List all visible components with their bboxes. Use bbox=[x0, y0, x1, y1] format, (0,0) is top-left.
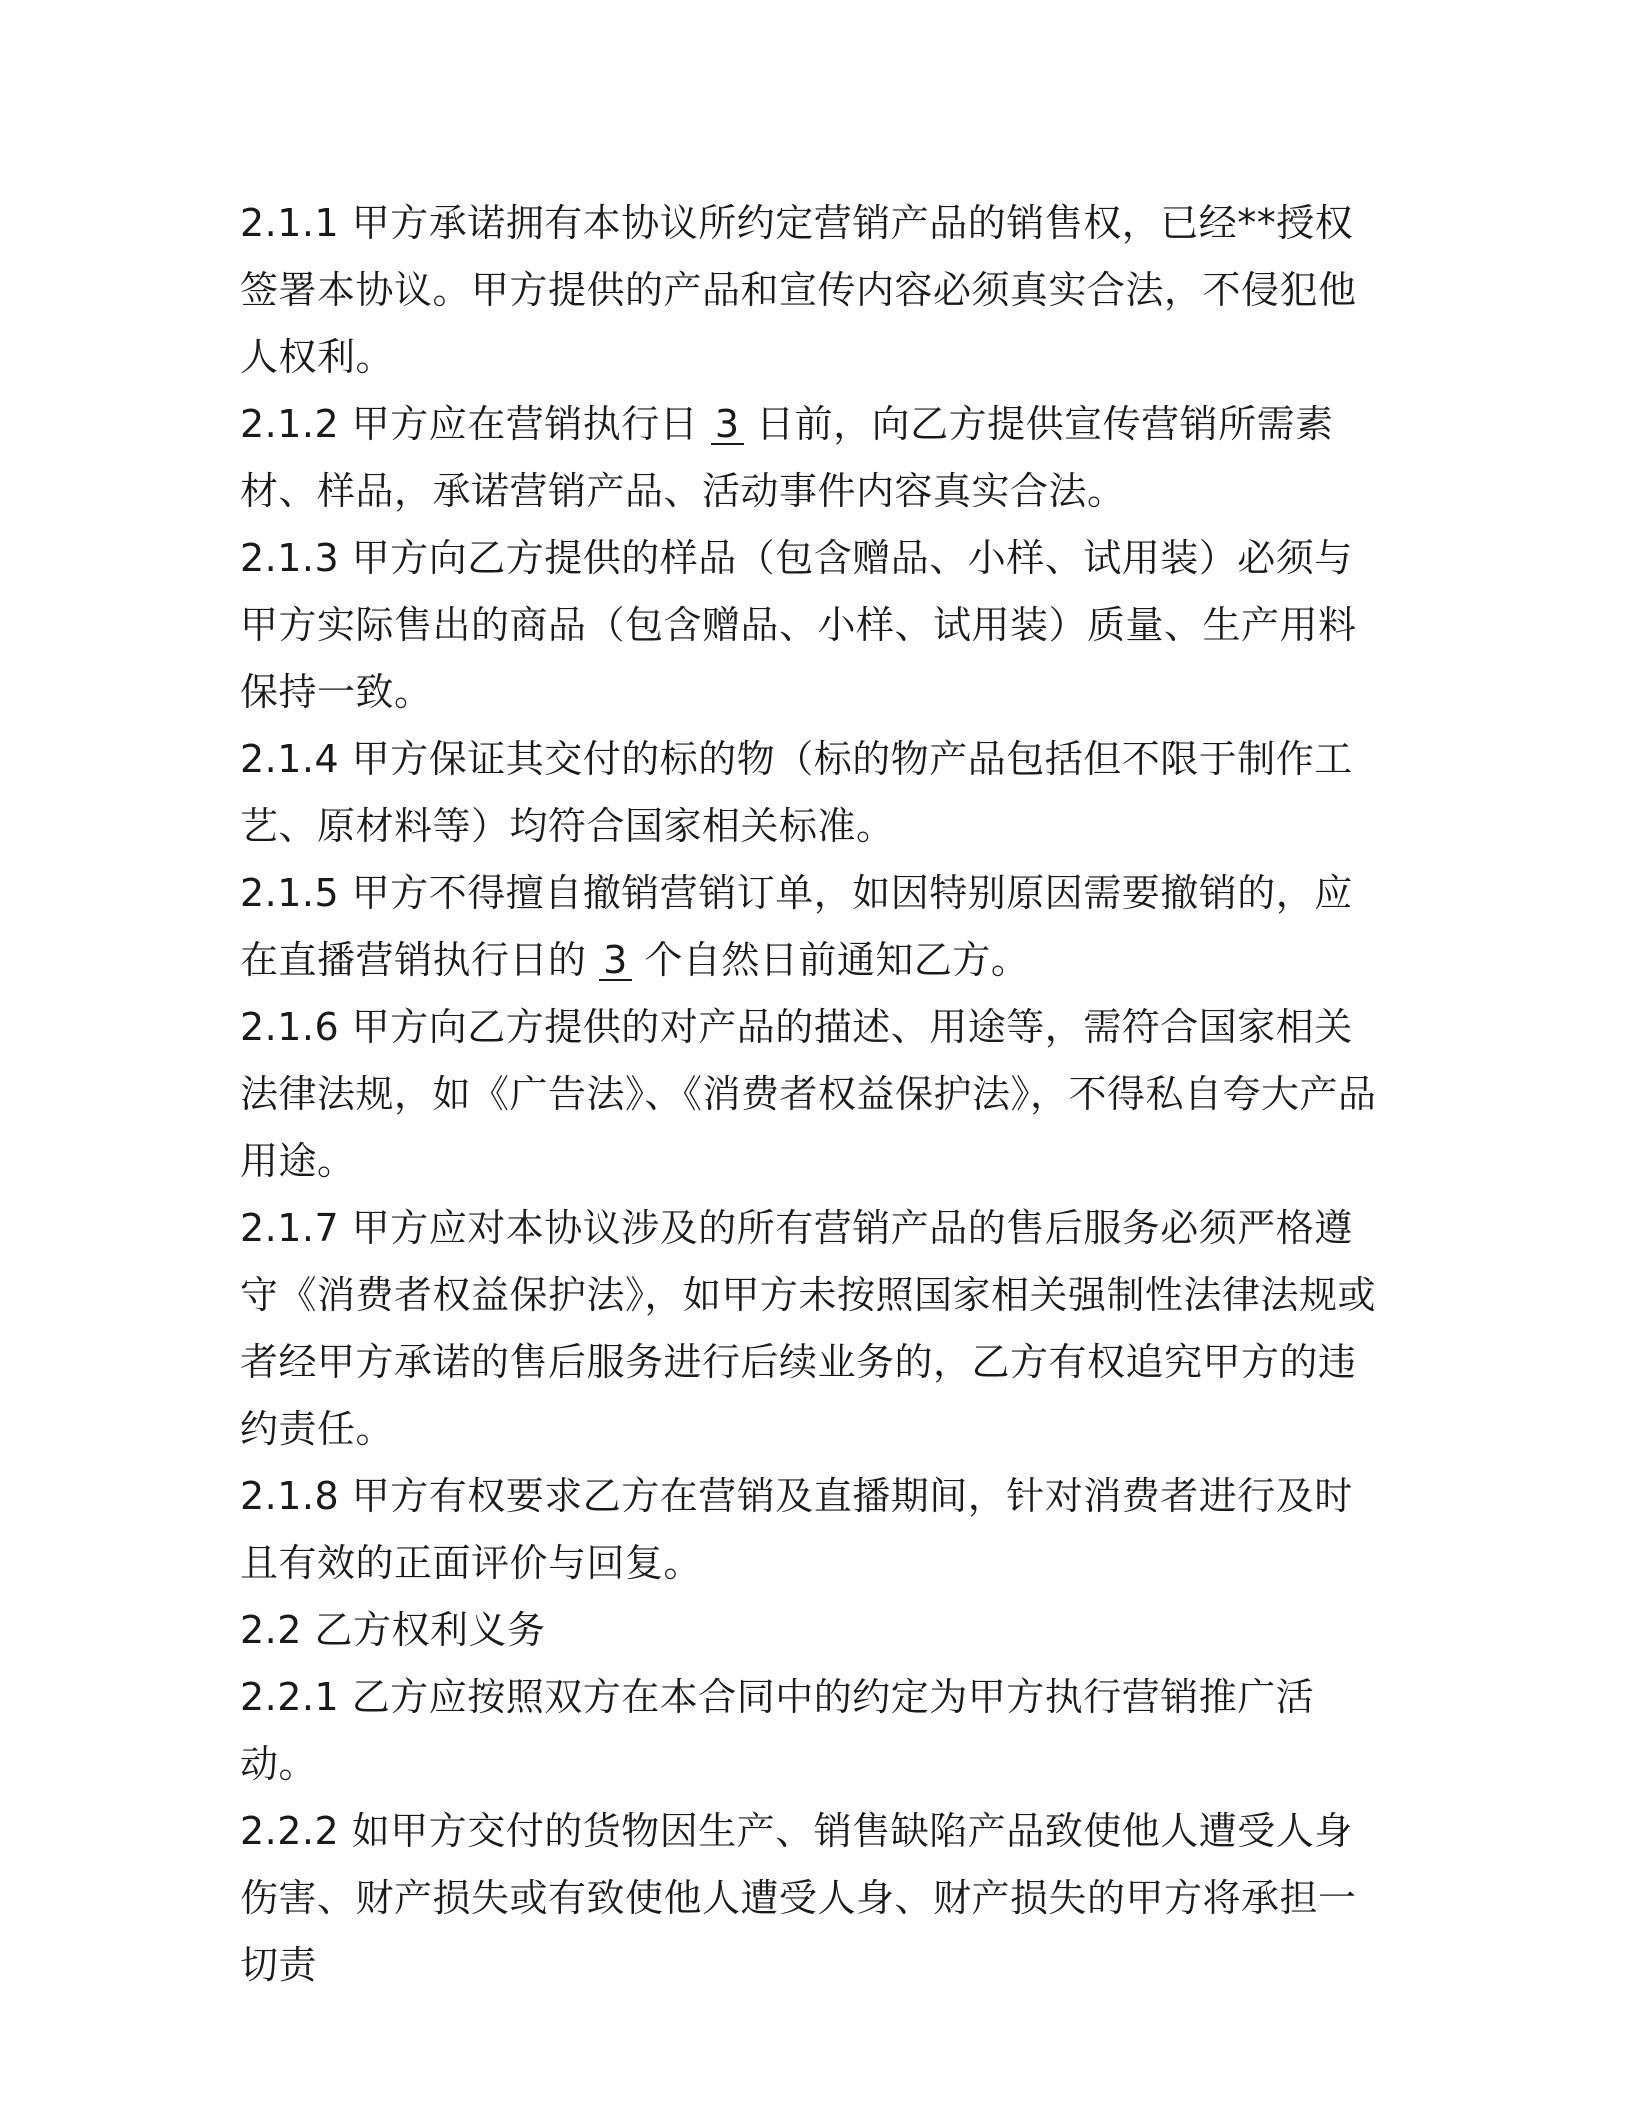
clause-2-1-1: 2.1.1 甲方承诺拥有本协议所约定营销产品的销售权，已经**授权签署本协议。甲方提供的产品和宣传内容必须真实合法，不侵犯他人权利。 bbox=[240, 201, 1357, 379]
fill-in-blank: 3 bbox=[711, 405, 744, 445]
clause-2-1-2 bbox=[240, 391, 1390, 525]
clause-2-1-5 bbox=[240, 860, 1390, 994]
clause-text: 日前，向乙方提供宣传营销所需素材、样品，承诺营销产品、活动事件内容真实合法。 bbox=[240, 402, 1334, 513]
clause-2-1-8: 2.1.8 甲方有权要求乙方在营销及直播期间，针对消费者进行及时且有效的正面评价与回复。 bbox=[240, 1474, 1353, 1585]
clause-text: 2.1.5 甲方不得擅自撤销营销订单，如因特别原因需要撤销的，应在直播营销执行日的 bbox=[240, 871, 1353, 982]
clause-text: 个自然日前通知乙方。 bbox=[644, 938, 1030, 982]
clause-2-1-3: 2.1.3 甲方向乙方提供的样品（包含赠品、小样、试用装）必须与甲方实际售出的商品（包含赠品、小样、试用装）质量、生产用料保持一致。 bbox=[240, 536, 1357, 714]
clause-2-2-2: 2.2.2 如甲方交付的货物因生产、销售缺陷产品致使他人遭受人身伤害、财产损失或有致使他人遭受人身、财产损失的甲方将承担一切责 bbox=[240, 1809, 1357, 1987]
clause-text: 2.1.2 甲方应在营销执行日 bbox=[240, 402, 699, 446]
document-body bbox=[240, 190, 1390, 1999]
clause-2-1-7: 2.1.7 甲方应对本协议涉及的所有营销产品的售后服务必须严格遵守《消费者权益保护法》，如甲方未按照国家相关强制性法律法规或者经甲方承诺的售后服务进行后续业务的，乙方有权追究甲方的违约责任。 bbox=[240, 1206, 1377, 1451]
clause-2-1-4: 2.1.4 甲方保证其交付的标的物（标的物产品包括但不限于制作工艺、原材料等）均符合国家相关标准。 bbox=[240, 737, 1353, 848]
section-heading-2-2: 2.2 乙方权利义务 bbox=[240, 1608, 546, 1652]
clause-2-2-1: 2.2.1 乙方应按照双方在本合同中的约定为甲方执行营销推广活动。 bbox=[240, 1675, 1315, 1786]
clause-2-1-6: 2.1.6 甲方向乙方提供的对产品的描述、用途等，需符合国家相关法律法规，如《广告法》、《消费者权益保护法》，不得私自夸大产品用途。 bbox=[240, 1005, 1377, 1183]
fill-in-blank: 3 bbox=[599, 941, 632, 981]
